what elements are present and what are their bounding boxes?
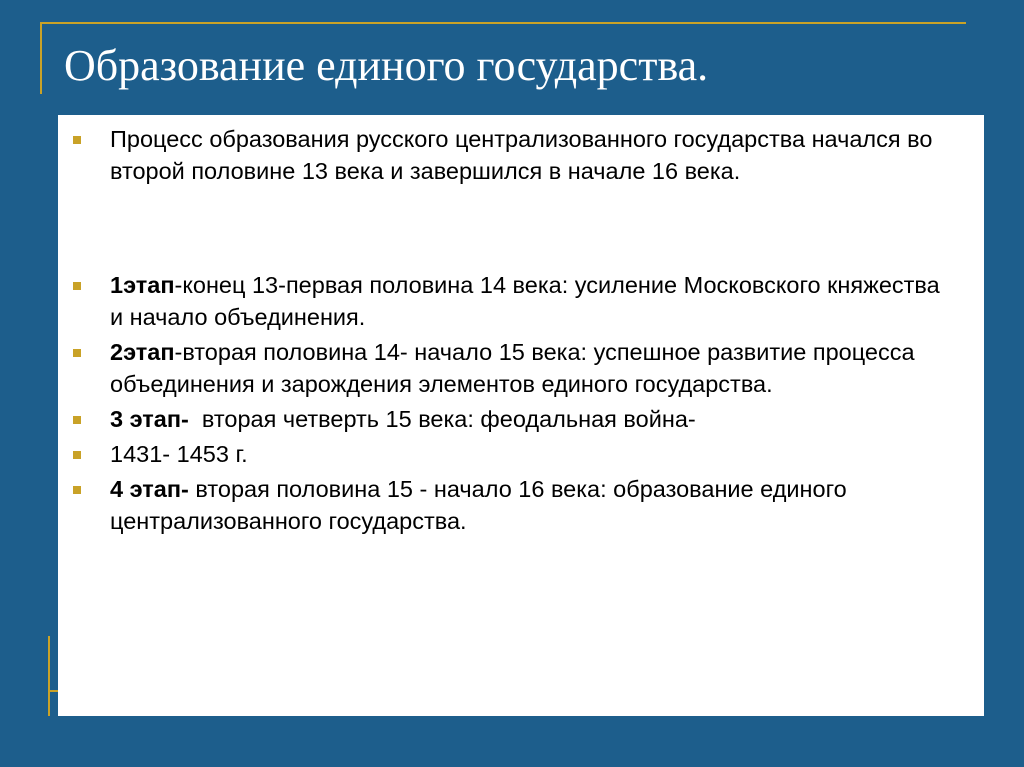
bullet-item	[58, 473, 984, 537]
content-box	[58, 115, 984, 716]
stage-label: 1этап	[110, 272, 175, 298]
stage-label: 3 этап-	[110, 406, 189, 432]
stage-label: 4 этап-	[110, 476, 189, 502]
frame-line-left	[40, 22, 42, 94]
bullet-marker-icon	[73, 282, 81, 290]
bullet-marker-icon	[73, 486, 81, 494]
bullet-item	[58, 403, 984, 435]
frame-line-top	[40, 22, 966, 24]
bullet-marker-icon	[73, 451, 81, 459]
bullet-marker-icon	[73, 416, 81, 424]
bullet-text: вторая четверть 15 века: феодальная война-	[188, 406, 696, 432]
bullet-text: -вторая половина 14- начало 15 века: успешное развитие процесса объединения и зарождения элементов единого государства.	[110, 339, 915, 397]
bullet-marker-icon	[73, 349, 81, 357]
slide-title: Образование единого государства.	[64, 41, 709, 90]
stage-label: 2этап	[110, 339, 175, 365]
bullet-text: 1431- 1453 г.	[110, 441, 248, 467]
bullet-text: -конец 13-первая половина 14 века: усиление Московского княжества и начало объединения.	[110, 272, 940, 330]
bullet-marker-icon	[73, 136, 81, 144]
bullet-item	[58, 123, 984, 187]
bullet-item	[58, 438, 984, 470]
frame-line-left-bottom	[48, 636, 50, 716]
bullet-list	[58, 123, 984, 540]
bullet-text: вторая половина 15 - начало 16 века: образование единого централизованного государства.	[110, 476, 854, 534]
bullet-text: Процесс образования русского централизованного государства начался во второй половине 13 века и завершился в начале 16 века.	[110, 126, 933, 184]
bullet-item	[58, 269, 984, 333]
bullet-item	[58, 336, 984, 400]
